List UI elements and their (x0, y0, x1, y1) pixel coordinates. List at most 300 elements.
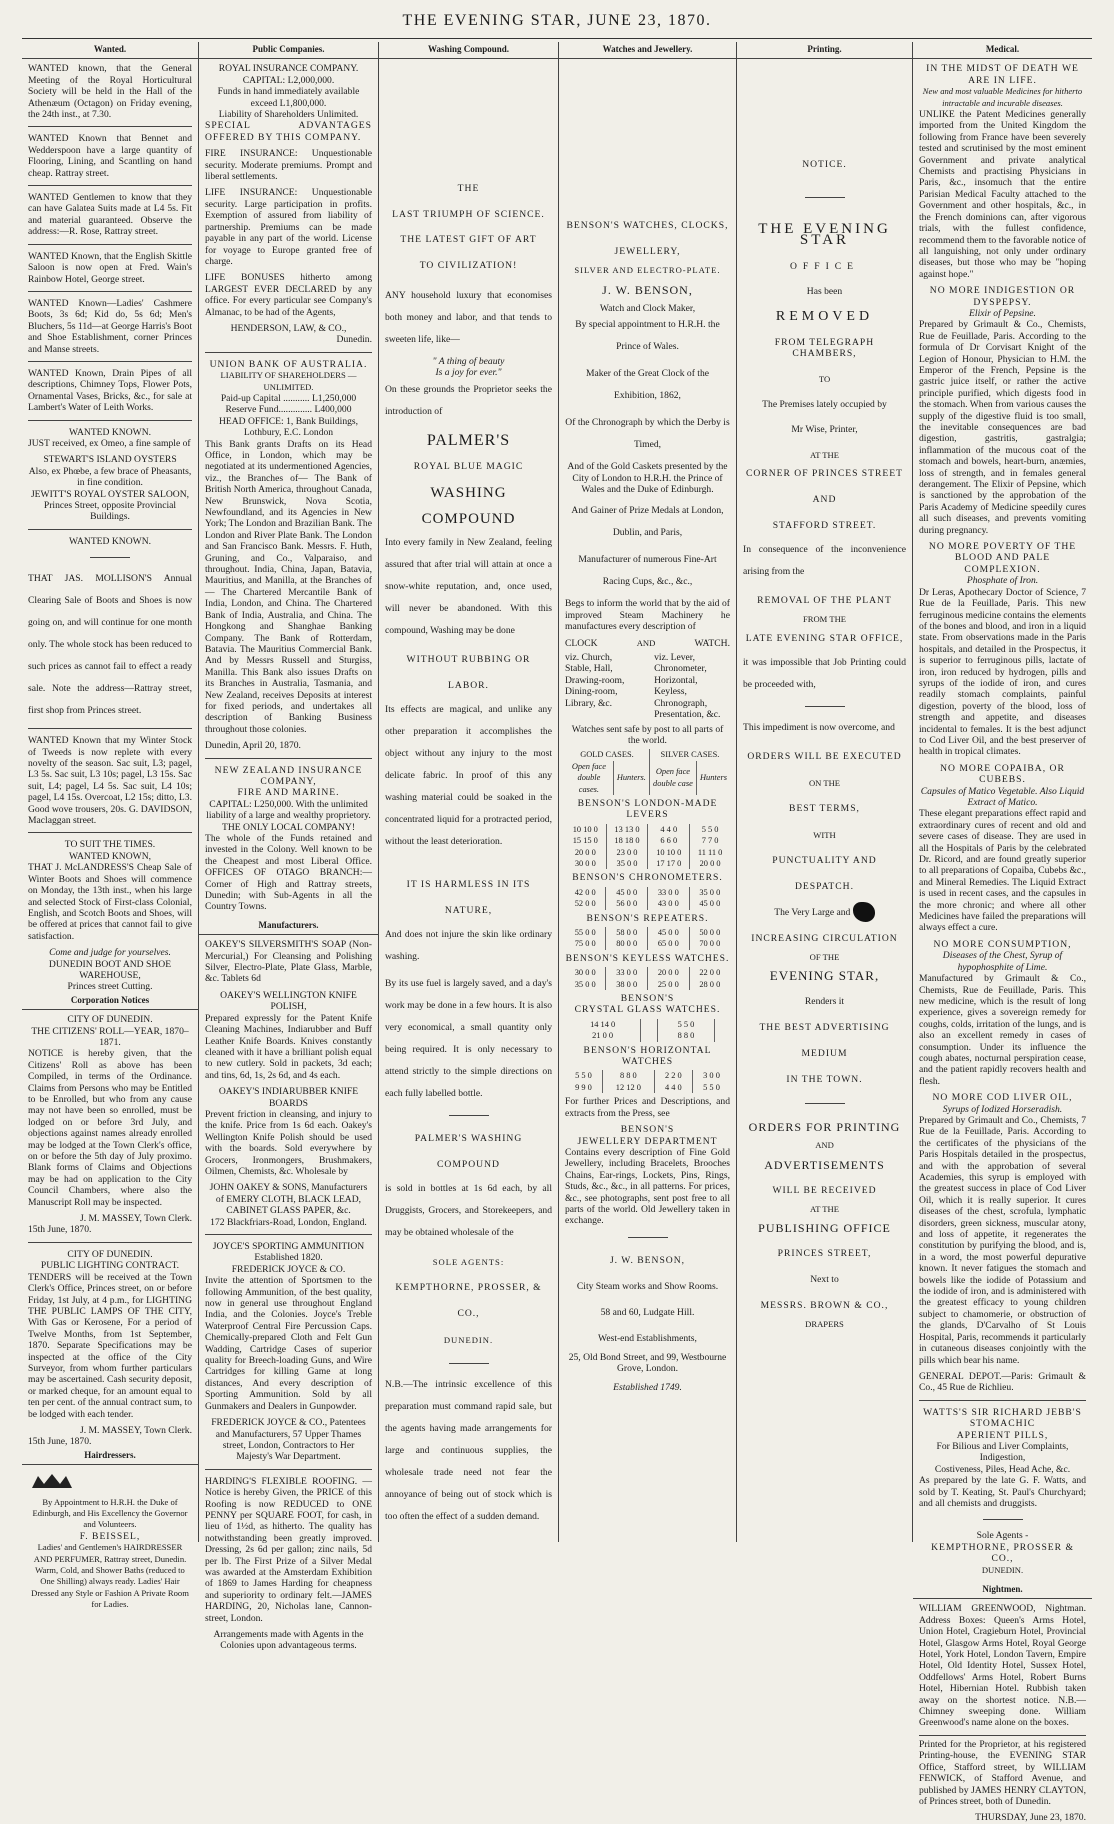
washing-sold-heading: PALMER'S WASHING COMPOUND (414, 1132, 523, 1170)
oakey-signature: JOHN OAKEY & SONS, Manufacturers of EMERY CLOTH, BLACK LEAD, CABINET GLASS PAPER, &c. (209, 1182, 368, 1217)
price-cell: 33 0 0 (606, 967, 648, 978)
printing-increasing: INCREASING CIRCULATION (751, 932, 898, 944)
washing-grounds: On these grounds the Proprietor seeks the introduction of (385, 383, 552, 417)
med-general-depot: GENERAL DEPOT.—Paris: Grimault & Co., 45 Rue de Richlieu. (919, 1370, 1086, 1394)
watts-kempthorne: KEMPTHORNE, PROSSER & CO., (931, 1541, 1074, 1565)
and-label: AND (636, 637, 656, 648)
printing-of-the: OF THE (809, 951, 840, 962)
price-cell: 4 4 0 (648, 824, 690, 835)
washing-effects: Its effects are magical, and unlike any other preparation it accomplishes the object without any injury to the most delicate fabric. In proof of this any washing material could be soaked in the concentrated liquid for a protracted period, without the least deterioration. (385, 703, 552, 847)
printing-notice: NOTICE. (802, 159, 847, 171)
ad-times-address: Princes street Cutting. (67, 981, 153, 993)
med-indigestion-sub: Elixir of Pepsine. (969, 307, 1036, 319)
benson-jewellery: JEWELLERY, (614, 246, 681, 258)
med-death-text: UNLIKE the Patent Medicines generally imported from the United Kingdom the following from France have been severely tested and scrutinised by the most eminent Government and private analytical Chemists and practising Physicians in Paris, &c., insomuch that the entire Parisian Medical Faculty attached to the Government and other hospitals, &c., in the French dominions can, after vigorous trials, with the fullest confidence, recommend them to the favorable notice of all languishing, not only under ordinary diseases, but those who may be "hoping against hope." (919, 109, 1086, 280)
printing-with: WITH (813, 829, 836, 840)
printing-overcome: This impediment is now overcome, and (743, 721, 895, 733)
price-row (565, 835, 730, 846)
printing-and: AND (815, 1140, 834, 1151)
column-printing (737, 42, 913, 1542)
hairdresser-appointment: By Appointment to H.R.H. the Duke of Edinburgh, and His Excellency the Governor and Volunteers. (32, 1496, 188, 1530)
ad-drain-pipes: WANTED Known, Drain Pipes of all descriptions, Chimney Tops, Flower Pots, Ornamental Vases, Bricks, &c., for sale at Lambert's Water of Leith Works. (28, 367, 192, 414)
section-header-manufacturers: Manufacturers. (199, 918, 378, 935)
price-cell: 65 0 0 (647, 938, 689, 949)
price-row (565, 898, 730, 909)
benson-viz-lists (565, 652, 730, 720)
med-consumption-sub: Diseases of the Chest, Syrup of hypophosphite of Lime. (942, 950, 1063, 973)
ad-flooring: WANTED Known that Bennet and Wedderspoon have a large quantity of Flooring, Lining, and Scantling on hand cheap. Rattray street. (28, 133, 192, 179)
ad-oyster-heading: WANTED KNOWN. (68, 426, 152, 438)
benson-post: Watches sent safe by post to all parts of the world. (571, 723, 724, 746)
nightman-greenwood: WILLIAM GREENWOOD, Nightman. Address Boxes: Queen's Arms Hotel, Union Hotel, Cragieburn Hotel, Provincial Hotel, Glasgow Arms Hotel, Royal George Hotel, York Hotel, London Tavern, Empire Hotel, Old Identity Hotel, Sussex Hotel, Oddfellows' Arms Hotel, Robert Burns Hotel, Hibernian Hotel. Rubbish taken away on the shortest notice. N.B.—Chimney sweeping done. William Greenwood's name alone on the boxes. (919, 1603, 1086, 1729)
printing-on-the: ON THE (808, 777, 841, 788)
case-col-a: Open face double cases. (571, 761, 606, 794)
union-liability: LIABILITY OF SHAREHOLDERS — UNLIMITED. (220, 370, 357, 392)
benson-medals: And Gainer of Prize Medals at London, Dublin, and Paris, (571, 505, 724, 539)
price-cell: 28 0 0 (689, 979, 730, 990)
printing-renders: Renders it (804, 996, 845, 1008)
washing-sold-text: is sold in bottles at 1s 6d each, by all Druggists, Grocers, and Storekeepers, and may be obtained wholesale of the (385, 1182, 552, 1238)
price-cell: 30 0 0 (574, 858, 596, 868)
printing-evening-star: THE EVENING STAR (758, 220, 891, 249)
price-cell: 45 0 0 (689, 898, 730, 909)
benson-silver: SILVER AND ELECTRO-PLATE. (574, 265, 721, 276)
price-table-levers (565, 824, 730, 870)
price-cell: 30 0 0 (574, 968, 596, 978)
price-cell (641, 1019, 658, 1030)
printing-at-the: AT THE (809, 449, 840, 460)
ad-times-sub: WANTED KNOWN, (68, 850, 152, 862)
corp-notice-text: NOTICE is hereby given, that the Citizens' Roll as above has been Compiled, in terms of the Ordinance. Claims from Persons who may be Entitled to be Enrolled, but who from any cause may not have been so enrolled, must be lodged on or before 3rd July, and objections against names already enrolled may be lodged at the Town Clerk's office, on or before the 5th day of July proximo. Blank forms of Claims and Objections may be had on application to the City Council Chambers, where also the Manuscript Roll may be inspected. (28, 1048, 192, 1208)
printing-very-large (743, 900, 906, 926)
washing-sole-agents: SOLE AGENTS: (432, 1256, 505, 1267)
section-header-corporation: Corporation Notices (22, 993, 198, 1010)
price-cell: 15 15 0 (572, 836, 598, 846)
union-date: Dunedin, April 20, 1870. (205, 740, 301, 752)
washing-civilization: TO CIVILIZATION! (419, 259, 518, 271)
oakey-knife-heading: OAKEY'S WELLINGTON KNIFE POLISH, (220, 989, 357, 1013)
imprint-date: THURSDAY, June 23, 1870. (975, 1812, 1086, 1824)
washing-the: THE (457, 183, 480, 195)
price-cell: 20 0 0 (574, 847, 596, 857)
med-poverty-text: Dr Leras, Apothecary Doctor of Science, 7 Rue de la Feuillade, Paris. This new ferruginous medicine contains the elements of the bones and blood, and iron in a liquid state. From observations made in the Paris hospitals, and detailed in the Prospectus, it is superior to ferruginous pills, lactate of iron, iron reduced by hydrogen, pills and syrups of the iodide of iron, and cures readily stomach complaints, painful digestion, poverty of the blood, loss of strength and appetite, and diseases incidental to females. It is the best adjunct to Cod Liver Oil, and the best preserver of health in tropical climates. (919, 586, 1086, 758)
printing-wise: Mr Wise, Printer, (791, 424, 858, 436)
price-row (565, 1030, 730, 1041)
washing-latest-gift: THE LATEST GIFT OF ART (400, 234, 537, 246)
watts-pills: APERIENT PILLS, (956, 1429, 1049, 1441)
section-header-hairdressers: Hairdressers. (22, 1448, 198, 1465)
oakey-soap: OAKEY'S SILVERSMITH'S SOAP (Non-Mercurial,) For Cleansing and Polishing Silver, Electro-Plate, Plate Glass, Marble, &c. Tablets 6d (205, 939, 372, 985)
printing-received: WILL BE RECEIVED (772, 1184, 877, 1196)
washing-compound-title: WASHING COMPOUND (421, 484, 516, 527)
washing-nb: N.B.—The intrinsic excellence of this preparation must command rapid sale, but the agents having made arrangements for large and continuous supplies, the wholesale trade need not fear the annoyance of being out of stock which is too often the effect of a sudden demand. (385, 1378, 552, 1522)
ad-times-text: THAT J. McLANDRESS'S Cheap Sale of Winter Boots and Shoes will commence on Monday, the 13th inst., when his large and selected Stock of First-class Colonial, English, and Scotch Boots and Shoes, will be offered at prices that cannot fail to give satisfaction. (28, 862, 192, 942)
price-row (565, 858, 730, 869)
benson-caskets: And of the Gold Caskets presented by the City of London to H.R.H. the Prince of Wales and the Duke of Edinburgh. (567, 461, 728, 496)
price-row (565, 927, 730, 938)
printing-publishing: PUBLISHING OFFICE (758, 1220, 891, 1235)
union-heading: UNION BANK OF AUSTRALIA. (209, 358, 368, 370)
price-cell: 35 0 0 (574, 979, 596, 989)
price-row (565, 967, 730, 978)
section-header-public: Public Companies. (199, 42, 378, 59)
price-row (565, 824, 730, 835)
keyless-heading: BENSON'S KEYLESS WATCHES. (565, 952, 730, 964)
printing-town: IN THE TOWN. (786, 1074, 863, 1086)
joyce-text: Invite the attention of Sportsmen to the following Ammunition, of the best quality, now in general use throughout England India, and the Colonies. Joyce's Treble Waterproof Central Fire Percussion Caps. Chemically-prepared Cloth and Felt Gun Wadding, Cartridge Cases of superior quality for Breech-loading Guns, and Wire Cartridges for killing Game at long distances, And every description of Sporting Ammunition. Sold by all Gunmakers and Dealers in Gunpowder. (205, 1275, 372, 1412)
royal-fire: FIRE INSURANCE: Unquestionable security. Moderate premiums. Prompt and liberal settlements. (205, 148, 372, 183)
royal-heading: ROYAL INSURANCE COMPANY. (218, 63, 359, 75)
benson-maker: Watch and Clock Maker, (599, 302, 696, 314)
ad-mollison-heading: WANTED KNOWN. (68, 535, 152, 547)
joyce-heading: JOYCE'S SPORTING AMMUNITION Established 1820. (212, 1241, 365, 1264)
hairdresser-name: F. BEISSEL, (79, 1530, 141, 1542)
price-cell (641, 1030, 658, 1041)
price-row (565, 979, 730, 990)
printing-office: OFFICE (789, 260, 860, 272)
royal-funds: Funds in hand immediately available exceed L1,800,000. (217, 86, 360, 109)
price-table-horizontal (565, 1070, 730, 1093)
benson-works: City Steam works and Show Rooms. (576, 1280, 719, 1292)
royal-life: LIFE INSURANCE: Unquestionable security. Large participation in profits. Exemption of assured from liability of partnership. Premiums can be made payable in any part of the world. License for voyage to Europe granted free of charge. (205, 187, 372, 267)
price-cell: 55 0 0 (574, 928, 596, 937)
washing-harmless: IT IS HARMLESS IN ITS NATURE, (406, 878, 531, 916)
benson-further: For further Prices and Descriptions, and extracts from the Press, see (565, 1096, 730, 1119)
med-cod-text: Prepared by Grimault and Co., Chemists, 7 Rue de la Feuillade, Paris. According to the certificates of the physicians of the Paris Hospitals detailed in the prospectus, and with the approbation of several Academies, this syrup is employed with the greatest success in place of Cod Liver Oil, which it is really superior. It cures diseases of the chest, scrofula, lymphatic disorders, green sickness, muscular atony, and loss of appetite, it regenerates the constitution by purifying the blood, and is, in a word, the most powerful depurative known. It never fatigues the stomach and bowels like the iodide of Potassium and the iodide of iron, and is administered with the greatest efficacy to young children subject to chamomerie, or obstruction of the glands, D'Carvalho of St Louis Hospital, Paris, recommends it particularly in cutaneous diseases conjointly with the pills which bear his name. (919, 1114, 1086, 1366)
med-cod-sub: Syrups of Iodized Horseradish. (942, 1103, 1063, 1115)
price-cell: 12 12 0 (602, 1082, 654, 1093)
printing-corner: CORNER OF PRINCES STREET AND (745, 468, 903, 506)
price-cell: 3 0 0 (693, 1070, 731, 1081)
benson-appointment: By special appointment to H.R.H. the Prince of Wales. (575, 319, 720, 353)
section-header-wanted: Wanted. (22, 42, 198, 59)
price-cell: 14 14 0 (590, 1019, 616, 1029)
printing-removal: REMOVAL OF THE PLANT (757, 595, 892, 607)
price-cell: 8 8 0 (602, 1070, 654, 1081)
royal-capital: CAPITAL: L2,000,000. (242, 74, 335, 86)
washing-without-rubbing: WITHOUT RUBBING OR LABOR. (406, 653, 531, 691)
printing-evening-star-2: EVENING STAR, (769, 968, 880, 984)
price-cell: 20 0 0 (690, 858, 730, 869)
price-cell: 10 10 0 (572, 824, 598, 834)
royal-liability: Liability of Shareholders Unlimited. (218, 109, 359, 121)
price-cell: 6 6 0 (648, 835, 690, 846)
nz-heading: NEW ZEALAND INSURANCE COMPANY, (214, 764, 363, 787)
harding-roofing: HARDING'S FLEXIBLE ROOFING. —Notice is hereby Given, the PRICE of this Roofing is now REDUCED to ONE PENNY per SQUARE FOOT, for cash, in lieu of 1½d, as hitherto. The quality has notwithstanding been greatly improved. Dressing, 2s 6d per gallon; zinc nails, 5d per lb. The First Prize of a Silver Medal was awarded at the Amsterdam Exhibition of 1869 to James Harding for cheapness and superiority to ordinary felt.—JAMES HARDING, 20, Nicholas lane, Cannon-street, London. (205, 1475, 372, 1624)
med-copaiba-text: These elegant preparations effect rapid and extraordinary cures of recent and old and severe cases of disease. They are used in all the Hospitals of Paris by the celebrated Dr. Ricord, and are found greatly superior to all preparations of Copaiba, Cubebs &c., and Mineral Remedies. The Liquid Extract is used in recent cases, and the capsules in the more chronic; and where all other Medicines have failed the preparations will always effect a cure. (919, 808, 1086, 934)
price-table-keyless (565, 967, 730, 990)
med-copaiba-sub: Capsules of Matico Vegetable. Also Liquid Extract of Matico. (920, 785, 1085, 808)
benson-great-clock: Maker of the Great Clock of the Exhibition, 1862, (585, 368, 710, 402)
printing-premises: The Premises lately occupied by (762, 399, 887, 411)
printing-princes: PRINCES STREET, (777, 1247, 872, 1259)
printing-brown: MESSRS. BROWN & CO., (760, 1299, 889, 1311)
ad-times-heading: TO SUIT THE TIMES. (64, 839, 156, 851)
price-cell: 17 17 0 (648, 858, 690, 869)
washing-palmers: PALMER'S (426, 431, 511, 449)
washing-fuel: By its use fuel is largely saved, and a day's work may be done in a few hours. It is also very economical, a small quantity only being required. It is only necessary to attend strictly to the simple directions on each fully labelled bottle. (385, 977, 552, 1099)
nz-text: The whole of the Funds retained and invested in the Colony. Well known to be the Cheapest and most Liberal Office. OFFICES OF OTAGO BRANCH:—Corner of High and Rattray streets, Dunedin; with Sub-Agents in all the Country Towns. (205, 833, 372, 913)
washing-dunedin: DUNEDIN. (443, 1334, 494, 1345)
price-cell: 52 0 0 (574, 899, 596, 909)
price-row (565, 1019, 730, 1030)
silver-cases-label: SILVER CASES. (649, 749, 730, 760)
price-cell: 33 0 0 (647, 887, 689, 898)
nz-capital: CAPITAL: L250,000. With the unlimited liability of a large and wealthy proprietory. (206, 798, 371, 822)
washing-quote-2: Is a joy for ever." (435, 367, 502, 379)
price-cell: 45 0 0 (647, 927, 689, 938)
case-col-b: Hunters. (613, 761, 649, 795)
ad-oyster-line3: Also, ex Phœbe, a few brace of Pheasants, in fine condition. (28, 465, 192, 489)
price-cell (714, 1030, 730, 1041)
watts-dunedin: DUNEDIN. (981, 1564, 1024, 1575)
section-header-printing: Printing. (737, 42, 912, 59)
joyce-signature: FREDERICK JOYCE & CO., Patentees and Manufacturers, 57 Upper Thames street, London, Contractors to Her Majesty's War Department. (211, 1417, 366, 1463)
corp-city: CITY OF DUNEDIN. (67, 1014, 153, 1026)
columns (22, 42, 1092, 1824)
printing-has-been: Has been (806, 286, 843, 298)
watts-sole-agents: Sole Agents - (976, 1530, 1029, 1542)
ad-times-store: DUNEDIN BOOT AND SHOE WAREHOUSE, (48, 958, 172, 981)
med-poverty-sub: Phosphate of Iron. (966, 575, 1039, 587)
med-poverty-heading: NO MORE POVERTY OF THE BLOOD AND PALE COMPLEXION. (928, 541, 1077, 575)
washing-royal-blue: ROYAL BLUE MAGIC (413, 460, 524, 472)
printing-from-telegraph: FROM TELEGRAPH CHAMBERS, (774, 336, 875, 360)
printing-drapers: DRAPERS (805, 1318, 844, 1329)
watts-for: For Bilious and Liver Complaints, Indigestion, (936, 1440, 1069, 1464)
ad-times-come: Come and judge for yourselves. (49, 947, 171, 959)
union-paid-up: Paid-up Capital ........... L1,250,000 (220, 392, 357, 404)
price-cell: 80 0 0 (606, 938, 648, 949)
price-cell: 11 11 0 (690, 847, 730, 858)
crystal-heading-2: CRYSTAL GLASS WATCHES. (574, 1004, 721, 1016)
crystal-heading-1: BENSON'S (620, 993, 675, 1005)
price-cell: 23 0 0 (606, 847, 648, 858)
union-reserve: Reserve Fund.............. L400,000 (225, 404, 352, 416)
ad-boots-harris: WANTED Known—Ladies' Cashmere Boots, 3s 6d; Kid do, 5s 6d; Men's Bluchers, 5s 11d—at George Harris's Boot and Shoe Establishment, corner Princes and Manse streets. (28, 297, 192, 355)
benson-heading: BENSON'S WATCHES, CLOCKS, (566, 220, 729, 232)
ad-skittle-saloon: WANTED Known, that the English Skittle Saloon is now open at Fred. Wain's Rainbow Hotel, George street. (28, 250, 192, 285)
union-office: HEAD OFFICE: 1, Bank Buildings, Lothbury, E.C. London (218, 415, 359, 439)
price-table-repeaters (565, 927, 730, 950)
ad-galatea-suits: WANTED Gentlemen to know that they can have Galatea Suits made at L4 5s. Fit and material guaranteed. Observe the address:—R. Rose, Rattray street. (28, 192, 192, 238)
ad-oyster-line1: JUST received, ex Omeo, a fine sample of (28, 437, 191, 449)
price-cell: 20 0 0 (647, 967, 689, 978)
printing-impossible: it was impossible that Job Printing could be proceeded with, (743, 656, 906, 690)
printing-to: TO (818, 373, 831, 384)
price-cell: 25 0 0 (647, 979, 689, 990)
harding-footer: Arrangements made with Agents in the Colonies upon advantageous terms. (213, 1629, 364, 1652)
royal-bonus: LIFE BONUSES hitherto among LARGEST EVER DECLARED by any office. For every particular see Company's Almanac, to be had of the Agents, (205, 272, 372, 318)
union-text: This Bank grants Drafts on its Head Office, in London, which may be negotiated at its undermentioned Agencies, viz., the Branches of— The Bank of British North America, throughout Canada, New Brunswick, Nova Scotia, Newfoundland, and its Agencies in New York; The London and Brazilian Bank. The London and River Plate Bank. The London and San Francisco Bank. Messrs. F. Huth, Gruning, and Co., Valparaiso, and throughout. India, China, Japan, Batavia, Mauritius, and Manilla, at the Branches of— The Chartered Mercantile Bank of India, London, and China. The Chartered Bank of India, Australia, and China. The Hongkong and Shanghae Banking Company. The Bank of Rotterdam, Batavia. The Mauritius Commercial Bank. And by Messrs Russell and Sturgiss, Manilla. This Bank also issues Drafts on its Branches in Australia, Tasmania, and New Zealand, receives Deposits at interest for fixed periods, and undertakes all description of Banking Business throughout those colonies. (205, 438, 372, 735)
benson-west-end: West-end Establishments, (598, 1332, 697, 1344)
ad-horticultural: WANTED known, that the General Meeting of the Royal Horticultural Society will be held in the Hall of the Athenæum (Octagon) on Friday evening, the 24th inst., at 7.30. (28, 63, 192, 121)
watch-label: WATCH. (694, 637, 730, 649)
price-cell: 4 4 0 (654, 1082, 692, 1093)
med-consumption-text: Manufactured by Grimault & Co., Chemists, Rue de Feuillade, Paris. This new medicine, which is the result of long experience, gives a sovereign remedy for coughs, colds, irritation of the lungs, and is also an excellent remedy in cases of consumption. Under its influence the cough abates, nocturnal perspiration cease, and the patient rapidly recovers health and flesh. (919, 973, 1086, 1087)
price-cell: 38 0 0 (606, 979, 648, 990)
oakey-address: 172 Blackfriars-Road, London, England. (210, 1216, 367, 1228)
price-cell: 7 7 0 (690, 835, 730, 846)
price-cell (714, 1019, 730, 1030)
price-cell: 58 0 0 (606, 927, 648, 938)
printing-orders: ORDERS WILL BE EXECUTED (747, 750, 902, 762)
royal-crest-icon (28, 1472, 76, 1490)
case-col-d: Hunters (696, 761, 730, 795)
nz-local: THE ONLY LOCAL COMPANY! (221, 821, 356, 833)
price-cell: 21 0 0 (592, 1031, 614, 1041)
printing-at-the-2: AT THE (809, 1203, 840, 1214)
case-col-c: Open face double case (649, 761, 696, 795)
top-rule (22, 38, 1092, 39)
corp-date: 15th June, 1870. (28, 1224, 92, 1236)
benson-name: J. W. BENSON, (602, 282, 693, 297)
benson-chronograph: Of the Chronograph by which the Derby is Timed, (565, 417, 730, 451)
jewellery-dept-2: JEWELLERY DEPARTMENT (577, 1135, 718, 1147)
printing-late-office: LATE EVENING STAR OFFICE, (745, 632, 904, 644)
med-death-sub: New and most valuable Medicines for hitherto intractable and incurable diseases. (922, 86, 1083, 108)
column-medical (913, 42, 1092, 1824)
washing-last-triumph: LAST TRIUMPH OF SCIENCE. (392, 208, 545, 220)
watts-text: As prepared by the late G. F. Watts, and sold by T. Keating, St. Paul's Churchyard; and all chemists and druggists. (919, 1475, 1086, 1509)
oakey-knife-text: Prepared expressly for the Patent Knife Cleaning Machines, Indiarubber and Buff Leather Knife Boards. Knives constantly cleaned with it have a brilliant polish equal to new cutlery. Sold in packets, 3d each; and tins, 6d, 1s, 2s 6d, and 4s each. (205, 1012, 372, 1081)
med-cod-heading: NO MORE COD LIVER OIL, (932, 1092, 1073, 1104)
printing-consequence: In consequence of the inconvenience arising from the (743, 544, 906, 578)
price-row (565, 1070, 730, 1081)
clock-types: viz. Church, Stable, Hall, Drawing-room, Dining-room, Library, &c. (565, 652, 625, 709)
price-cell: 70 0 0 (689, 938, 730, 949)
repeaters-heading: BENSON'S REPEATERS. (586, 912, 709, 924)
price-cell: 43 0 0 (647, 898, 689, 909)
price-cell: 5 5 0 (575, 1071, 592, 1081)
ad-oyster-line2: STEWART'S ISLAND OYSTERS (43, 454, 177, 466)
joyce-company: FREDERICK JOYCE & CO. (231, 1263, 346, 1275)
royal-place: Dunedin. (336, 334, 372, 346)
watch-types: viz. Lever, Chronometer, Horizontal, Keyless, Chronograph, Presentation, &c. (654, 652, 721, 721)
med-death-heading: IN THE MIDST OF DEATH WE ARE IN LIFE. (926, 63, 1079, 86)
benson-bond-street: 25, Old Bond Street, and 99, Westbourne Grove, London. (568, 1351, 727, 1375)
horizontal-heading: BENSON'S HORIZONTAL WATCHES (583, 1044, 712, 1068)
gold-cases-label: GOLD CASES. (580, 750, 634, 760)
price-row (565, 1082, 730, 1093)
printing-best-terms: BEST TERMS, (789, 802, 860, 814)
printing-stafford: STAFFORD STREET. (772, 520, 877, 532)
lighting-heading: PUBLIC LIGHTING CONTRACT. (40, 1260, 180, 1272)
jewellery-contains: Contains every description of Fine Gold Jewellery, including Bracelets, Brooches Chains, Ear-rings, Lockets, Pins, Rings, Studs, &c., &c., in all patterns. For prices, &c., see photographs, sent post free to all parts of the world. Old Jewellery taken in exchange. (565, 1146, 730, 1227)
price-row (565, 887, 730, 898)
lighting-date: 15th June, 1870. (28, 1436, 92, 1448)
benson-established: Established 1749. (613, 1381, 682, 1393)
printing-advertisements: ADVERTISEMENTS (764, 1157, 885, 1172)
imprint: Printed for the Proprietor, at his registered Printing-house, the EVENING STAR Office, Stafford street, by WILLIAM FENWICK, of Stafford Avenue, and published by JAMES HENRY CLAYTON, of Princes street, both of Dunedin. (919, 1735, 1086, 1807)
ink-blot-icon (853, 902, 875, 922)
london-made-heading: BENSON'S LONDON-MADE LEVERS (577, 797, 718, 821)
benson-clock-watch (565, 638, 730, 649)
column-washing-compound (379, 42, 559, 1542)
washing-skin: And does not injure the skin like ordinary washing. (385, 928, 552, 962)
section-header-medical: Medical. (913, 42, 1092, 59)
benson-begs: Begs to inform the world that by the aid of improved Steam Machinery he manufactures every description of (565, 598, 730, 633)
corp-signature: J. M. MASSEY, Town Clerk. (80, 1213, 192, 1225)
masthead: THE EVENING STAR, JUNE 23, 1870. (402, 12, 712, 29)
chronometers-heading: BENSON'S CHRONOMETERS. (572, 872, 723, 884)
price-cell: 13 13 0 (606, 824, 648, 835)
watts-heading: WATTS'S SIR RICHARD JEBB'S STOMACHIC (923, 1406, 1082, 1430)
oakey-boards-text: Prevent friction in cleansing, and injury to the knife. Price from 1s 6d each. Oakey's Wellington Knife Polish should be used with the boards. Sold everywhere by Grocers, Ironmongers, Brushmakers, Oilmen, Chemists, &c. Wholesale by (205, 1108, 372, 1177)
price-row (565, 847, 730, 858)
price-cell: 35 0 0 (606, 858, 648, 869)
price-cell: 75 0 0 (574, 939, 596, 949)
printing-next: Next to (810, 1273, 839, 1285)
section-header-nightmen: Nightmen. (913, 1582, 1092, 1599)
printing-orders-printing: ORDERS FOR PRINTING (748, 1120, 901, 1135)
price-cell: 50 0 0 (689, 927, 730, 938)
price-cell: 5 5 0 (658, 1019, 715, 1030)
washing-intro: ANY household luxury that economises both money and labor, and that tends to sweeten life, like— (385, 290, 552, 346)
column-public-companies (199, 42, 379, 1652)
royal-agents: HENDERSON, LAW, & CO., (230, 322, 347, 334)
price-cell: 2 2 0 (654, 1070, 692, 1081)
lighting-text: TENDERS will be received at the Town Clerk's Office, Princes street, on or before Friday, 1st July, at 4 p.m., for LIGHTING THE PUBLIC LAMPS OF THE CITY, With Gas or Kerosene, For a period of Twelve Months, from 1st September, 1870. Separate Specifications may be inspected at the office of the City Surveyor, from whom further particulars may be ascertained. Cash security deposit, or marked cheque, for an amount equal to ten per cent. of the annual contract sum, to be lodged with each tender. (28, 1271, 192, 1420)
price-cell: 18 18 0 (606, 835, 648, 846)
washing-family: Into every family in New Zealand, feeling assured that after trial will attain at once a snow-white reputation, and, once used, will never be abandoned. With this compound, Washing may be done (385, 536, 552, 636)
price-cell: 42 0 0 (574, 887, 596, 897)
price-cell: 5 5 0 (693, 1082, 731, 1093)
price-cell: 10 10 0 (648, 847, 690, 858)
price-row (565, 938, 730, 949)
price-cell: 22 0 0 (689, 967, 730, 978)
jewellery-dept-1: BENSON'S (620, 1124, 675, 1136)
hairdresser-details: Ladies' and Gentlemen's HAIRDRESSER AND PERFUMER, Rattray street, Dunedin. Warm, Cold, and Shower Baths (reduced to One Shilling) always ready. Ladies' Hair Dressed any Style or Fashion A Private Room for Ladies. (31, 1542, 189, 1610)
lighting-city: CITY OF DUNEDIN. (67, 1248, 153, 1260)
med-indigestion-text: Prepared by Grimault & Co., Chemists, Rue de Feuillade, Paris. According to the formula of Dr Corvisart Knight of the Legion of Honour, Physician to H.M. the Emperor of the French, Pepsine is the gastric juice itself, or rather the active principle purified, which digests food in the stomach. When from various causes the supply of the digestive fluid is too small, the inevitable consequences are bad digestion, gastritis, gastralgia; inflammation of the mucous coat of the stomach and bowels, heart-burn, anæmies, loss of strength, and in females general derangement. The Elixir of Pepsine, which is sanctioned by the approbation of the Paris Academy of Medicine speedily cures all such diseases, and prevents vomiting during pregnancy. (919, 319, 1086, 536)
price-cell: 45 0 0 (606, 887, 648, 898)
price-cell: 8 8 0 (658, 1030, 715, 1041)
printing-from-the: FROM THE (802, 614, 847, 625)
section-header-washing: Washing Compound. (379, 42, 558, 59)
benson-signature: J. W. BENSON, (609, 1254, 686, 1266)
ad-davidson-tweeds: WANTED Known that my Winter Stock of Tweeds is now replete with every novelty of the season. Sac suit, L3; pagel, L3 5s. Sac suit, L3 10s; pagel, L3 15s. Sac suit, L4; pagel, L4 5s. Sac suit, L4 10s; pagel, L4 15s. Overcoat, L2 15s; ditto, L3. Good wove trousers, 20s. G. DAVIDSON, Maclaggan street. (28, 735, 192, 827)
benson-manufacturer: Manufacturer of numerous Fine-Art Racing Cups, &c., &c., (578, 554, 717, 588)
med-indigestion-heading: NO MORE INDIGESTION OR DYSPEPSY. (929, 285, 1076, 308)
printing-removed: REMOVED (775, 309, 874, 325)
benson-ludgate: 58 and 60, Ludgate Hill. (600, 1306, 695, 1318)
section-header-watches: Watches and Jewellery. (559, 42, 736, 59)
price-cell: 35 0 0 (689, 887, 730, 898)
price-table-crystal (565, 1019, 730, 1042)
oakey-boards-heading: OAKEY'S INDIARUBBER KNIFE BOARDS (218, 1086, 359, 1109)
watts-costiveness: Costiveness, Piles, Head Ache, &c. (934, 1463, 1071, 1475)
column-watches (559, 42, 737, 1542)
clock-label: CLOCK (565, 637, 598, 649)
price-cell: 9 9 0 (575, 1082, 592, 1092)
case-header-table (565, 749, 730, 795)
med-consumption-heading: NO MORE CONSUMPTION, (933, 938, 1072, 950)
nz-fire: FIRE AND MARINE. (237, 787, 340, 799)
price-cell: 56 0 0 (606, 898, 648, 909)
printing-very-large-text: The Very Large and (774, 906, 851, 918)
column-wanted (22, 42, 199, 1610)
printing-medium: THE BEST ADVERTISING MEDIUM (759, 1022, 890, 1060)
washing-quote-1: " A thing of beauty (432, 356, 505, 368)
ad-oyster-line4: JEWITT'S ROYAL OYSTER SALOON, Princes Street, opposite Provincial Buildings. (30, 488, 190, 523)
ad-mollison-text: THAT JAS. MOLLISON'S Annual Clearing Sale of Boots and Shoes is now going on, and will continue for one month only. The whole stock has been reduced to such prices as cannot fail to effect a ready sale. Note the address—Rattray street, first shop from Princes street. (28, 573, 192, 717)
corp-roll-heading: THE CITIZENS' ROLL—YEAR, 1870–1871. (31, 1025, 189, 1048)
washing-kempthorne: KEMPTHORNE, PROSSER, & CO., (395, 1281, 542, 1319)
price-table-chronometers (565, 887, 730, 910)
printing-punctuality: PUNCTUALITY AND DESPATCH. (772, 854, 877, 892)
lighting-signature: J. M. MASSEY, Town Clerk. (80, 1424, 192, 1436)
